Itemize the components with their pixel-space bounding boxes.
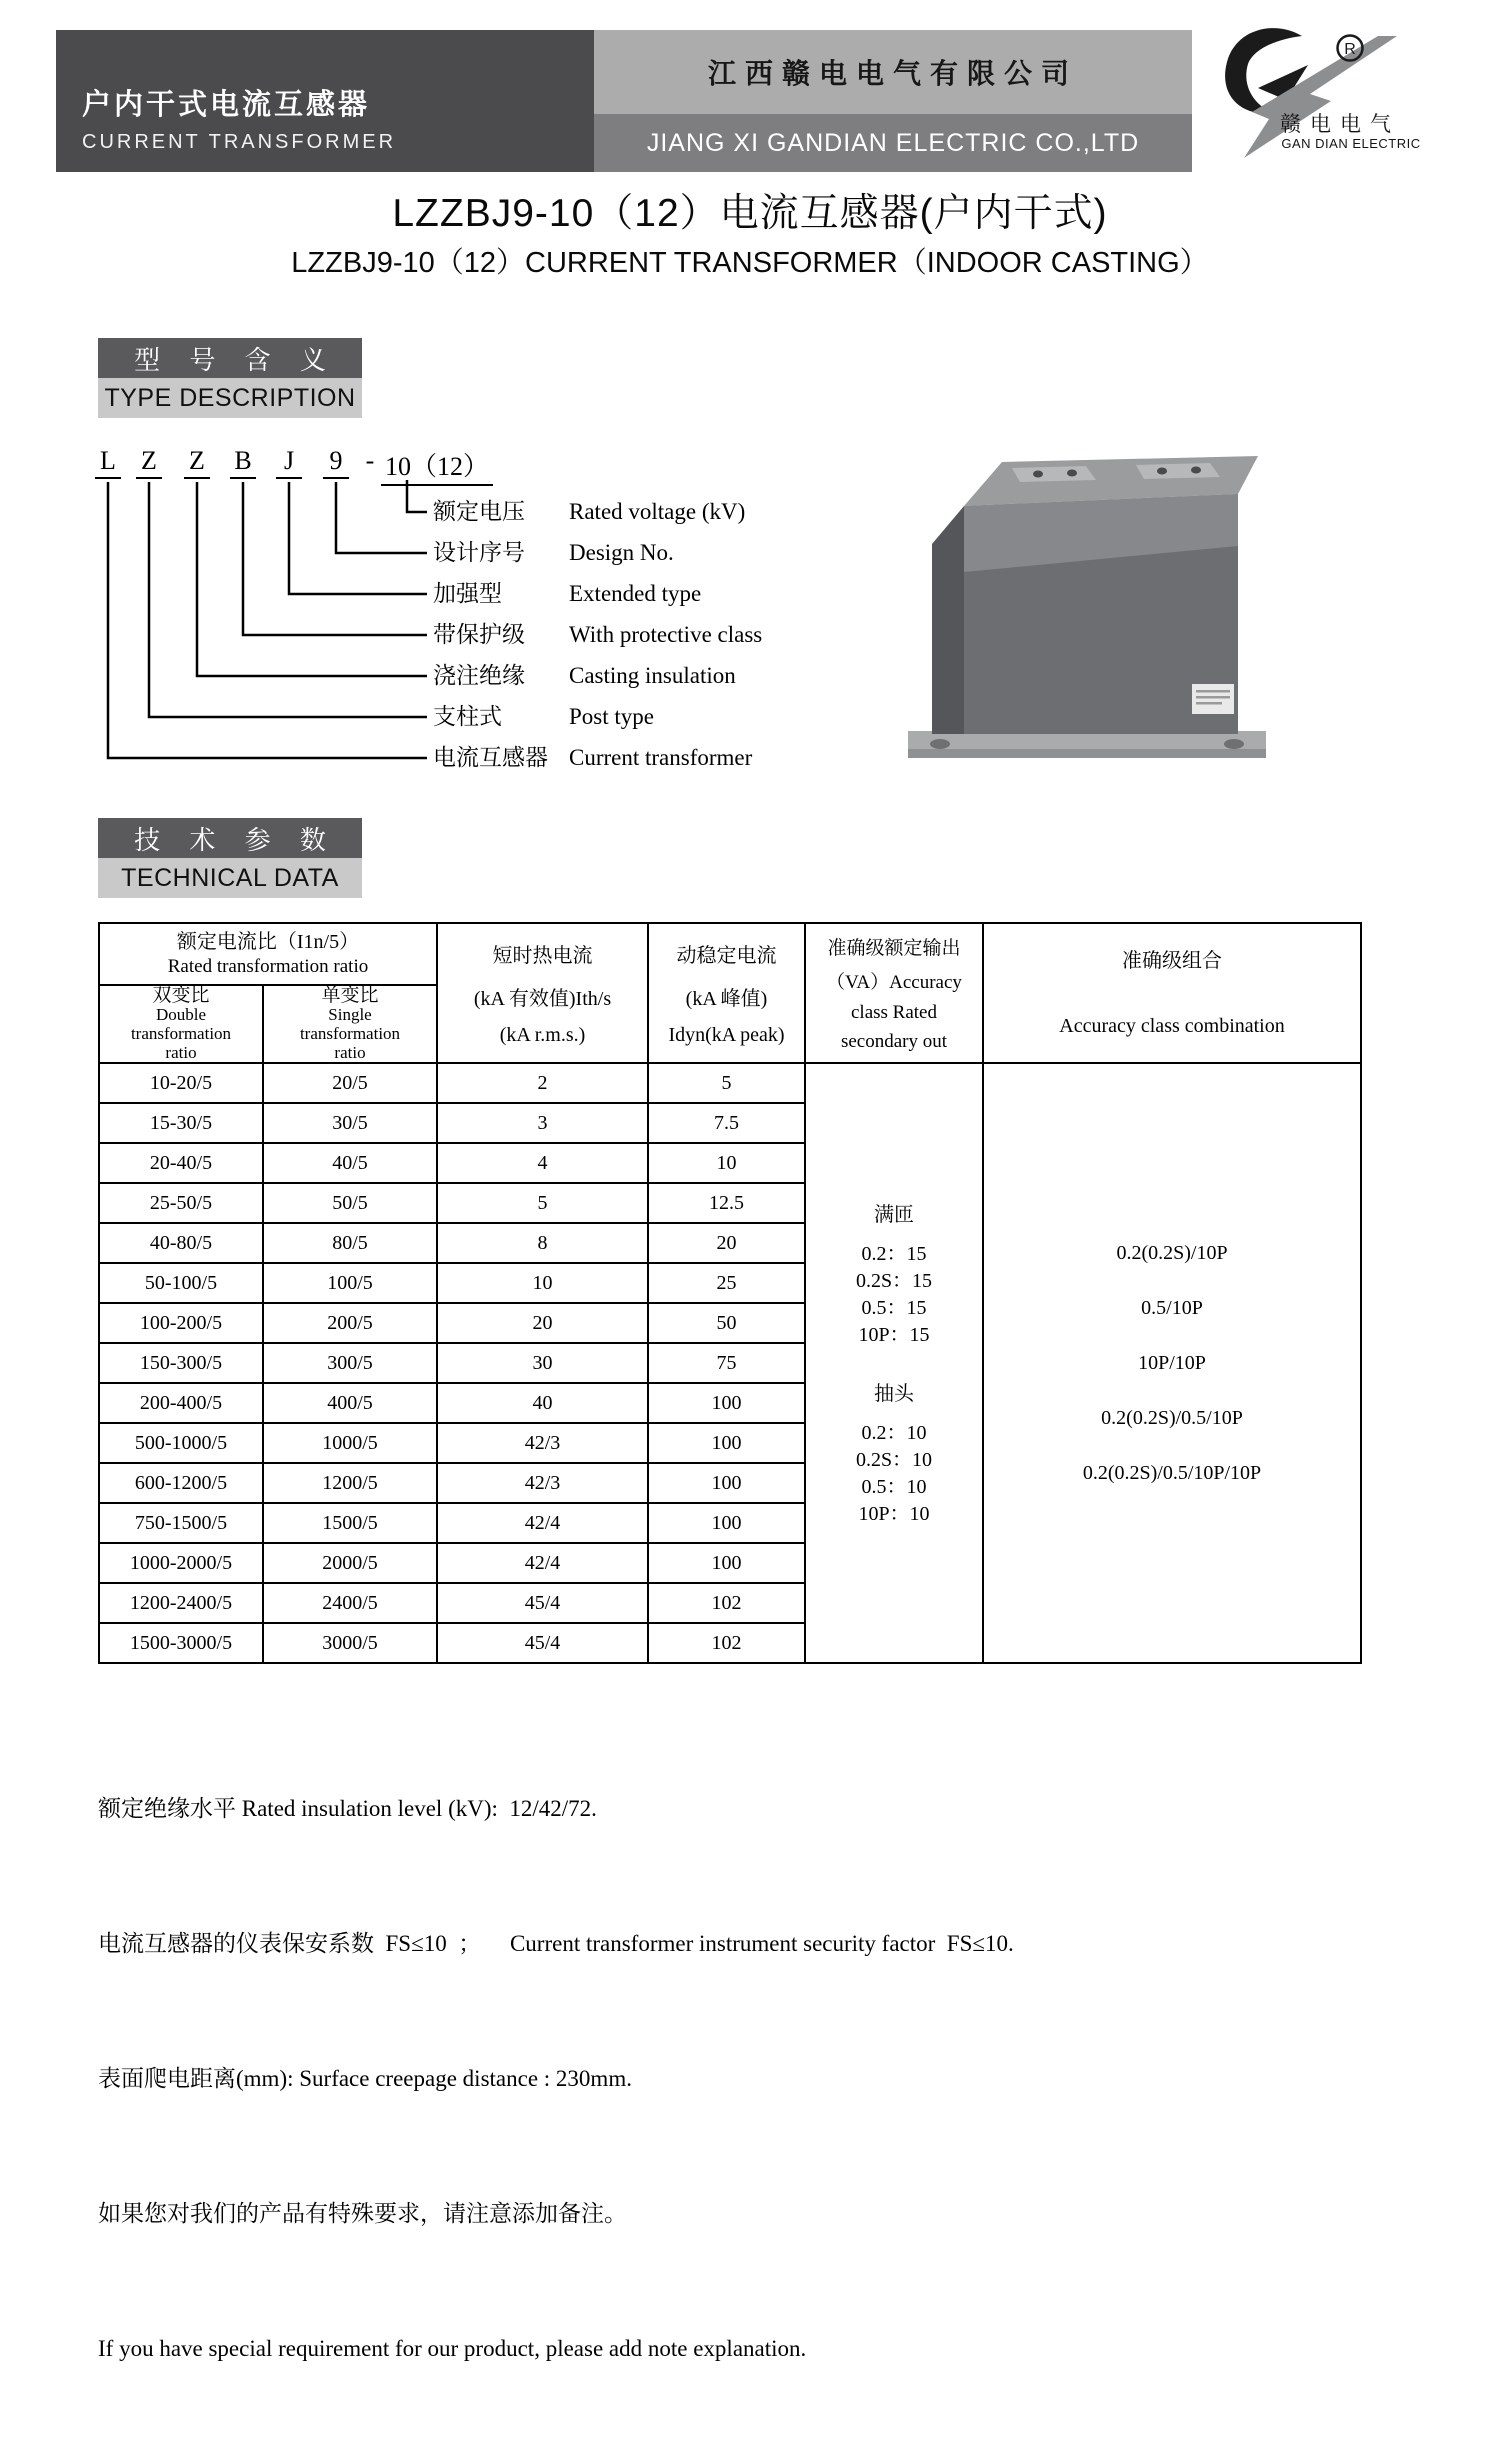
cell-thermal: 42/3 xyxy=(437,1463,648,1503)
type-label-en: Design No. xyxy=(569,540,674,565)
transformer-photo-illustration xyxy=(902,448,1274,780)
cell-thermal: 20 xyxy=(437,1303,648,1343)
cell-single-ratio: 2400/5 xyxy=(263,1583,437,1623)
combination-line: 0.5/10P xyxy=(1141,1296,1203,1319)
cell-double-ratio: 15-30/5 xyxy=(99,1103,263,1143)
cell-thermal: 3 xyxy=(437,1103,648,1143)
header-rated-ratio xyxy=(99,923,437,985)
header-dynamic-cn: 动稳定电流 xyxy=(676,945,777,968)
cell-thermal: 8 xyxy=(437,1223,648,1263)
cell-double-ratio: 25-50/5 xyxy=(99,1183,263,1223)
cell-double-ratio: 20-40/5 xyxy=(99,1143,263,1183)
type-label-cn: 设计序号 xyxy=(433,540,525,565)
accuracy-line: 0.2：15 xyxy=(861,1243,927,1265)
section-header-type-description xyxy=(98,338,362,418)
header-accuracy-l4: secondary out xyxy=(840,1030,948,1052)
page-subtitle: LZZBJ9-10（12）CURRENT TRANSFORMER（INDOOR CASTING） xyxy=(291,247,1209,279)
section-header-technical-data xyxy=(98,818,362,898)
header-double-en2: transformation xyxy=(130,1024,232,1043)
cell-thermal: 4 xyxy=(437,1143,648,1183)
type-label-cn: 支柱式 xyxy=(433,704,502,729)
cell-dynamic: 100 xyxy=(648,1503,805,1543)
header-thermal-current xyxy=(437,923,648,1063)
type-label-en: With protective class xyxy=(569,622,763,647)
cell-dynamic: 7.5 xyxy=(648,1103,805,1143)
section-tech-cn: 技 术 参 数 xyxy=(98,818,362,858)
cell-double-ratio: 1500-3000/5 xyxy=(99,1623,263,1663)
note-line: If you have special requirement for our product, please add note explanation. xyxy=(98,2336,807,2361)
header-accuracy-output xyxy=(805,923,983,1063)
header-thermal-sub: (kA 有效值)Ith/s xyxy=(473,987,612,1010)
cell-dynamic: 100 xyxy=(648,1383,805,1423)
cell-single-ratio: 1000/5 xyxy=(263,1423,437,1463)
footer-notes xyxy=(98,1696,1448,2461)
cell-dynamic: 100 xyxy=(648,1463,805,1503)
type-label-en: Extended type xyxy=(569,581,702,606)
cell-single-ratio: 3000/5 xyxy=(263,1623,437,1663)
accuracy-tap-label: 抽头 xyxy=(874,1383,914,1405)
cell-single-ratio: 100/5 xyxy=(263,1263,437,1303)
company-logo xyxy=(1190,8,1495,163)
cell-dynamic: 25 xyxy=(648,1263,805,1303)
type-label-cn: 电流互感器 xyxy=(433,745,548,770)
header-single-ratio xyxy=(263,985,437,1063)
company-band-cn xyxy=(594,30,1192,114)
note-line: 表面爬电距离(mm): Surface creepage distance : 230mm. xyxy=(98,2066,632,2091)
combination-line: 10P/10P xyxy=(1138,1351,1206,1374)
type-code-diagram xyxy=(95,440,905,785)
header-combination-en: Accuracy class combination xyxy=(1059,1015,1285,1037)
cell-dynamic: 100 xyxy=(648,1543,805,1583)
type-label-cn: 加强型 xyxy=(433,581,502,606)
cell-single-ratio: 200/5 xyxy=(263,1303,437,1343)
note-line: 额定绝缘水平 Rated insulation level (kV): 12/42/72. xyxy=(98,1796,597,1821)
type-label-en: Casting insulation xyxy=(569,663,736,688)
header-rated-ratio-en: Rated transformation ratio xyxy=(167,956,369,977)
type-code-letter: L xyxy=(95,446,121,479)
cell-single-ratio: 400/5 xyxy=(263,1383,437,1423)
cell-single-ratio: 50/5 xyxy=(263,1183,437,1223)
cell-dynamic: 75 xyxy=(648,1343,805,1383)
cell-thermal: 2 xyxy=(437,1063,648,1103)
technical-data-table xyxy=(98,922,1362,1664)
note-line: 如果您对我们的产品有特殊要求，请注意添加备注。 xyxy=(98,2201,627,2226)
cell-single-ratio: 1200/5 xyxy=(263,1463,437,1503)
header-thermal-cn: 短时热电流 xyxy=(492,945,593,968)
header-dynamic-en: Idyn(kA peak) xyxy=(668,1023,785,1046)
type-code-separator: - xyxy=(365,446,375,475)
cell-double-ratio: 600-1200/5 xyxy=(99,1463,263,1503)
combination-line: 0.2(0.2S)/0.5/10P xyxy=(1101,1406,1243,1429)
type-code-letter: Z xyxy=(136,446,162,479)
cell-double-ratio: 1000-2000/5 xyxy=(99,1543,263,1583)
section-type-cn: 型 号 含 义 xyxy=(98,338,362,378)
logo-text-en: GAN DIAN ELECTRIC xyxy=(1281,136,1421,151)
cell-thermal: 45/4 xyxy=(437,1583,648,1623)
cell-dynamic: 100 xyxy=(648,1423,805,1463)
header-dynamic-current xyxy=(648,923,805,1063)
cell-double-ratio: 10-20/5 xyxy=(99,1063,263,1103)
cell-double-ratio: 40-80/5 xyxy=(99,1223,263,1263)
header-single-en3: ratio xyxy=(334,1043,366,1062)
type-code-letter: Z xyxy=(184,446,210,479)
type-code-letter: 9 xyxy=(323,446,349,479)
cell-double-ratio: 750-1500/5 xyxy=(99,1503,263,1543)
header-double-en1: Double xyxy=(155,1005,207,1024)
cell-single-ratio: 80/5 xyxy=(263,1223,437,1263)
type-code-letter: J xyxy=(276,446,302,479)
accuracy-output-cell xyxy=(805,1063,983,1663)
logo-registered-mark: R xyxy=(1344,41,1356,58)
company-name-cn: 江西赣电电气有限公司 xyxy=(707,58,1078,89)
accuracy-line: 0.5：10 xyxy=(861,1476,927,1498)
cell-single-ratio: 2000/5 xyxy=(263,1543,437,1583)
type-label-en: Current transformer xyxy=(569,745,753,770)
cell-dynamic: 12.5 xyxy=(648,1183,805,1223)
cell-dynamic: 102 xyxy=(648,1583,805,1623)
table-header-row xyxy=(99,923,1361,985)
cell-thermal: 42/4 xyxy=(437,1543,648,1583)
cell-thermal: 42/4 xyxy=(437,1503,648,1543)
cell-double-ratio: 1200-2400/5 xyxy=(99,1583,263,1623)
cell-thermal: 45/4 xyxy=(437,1623,648,1663)
logo-text-cn: 赣电电气 xyxy=(1280,112,1400,136)
header-accuracy-combination xyxy=(983,923,1361,1063)
cell-thermal: 30 xyxy=(437,1343,648,1383)
section-tech-en: TECHNICAL DATA xyxy=(98,858,362,898)
type-label-cn: 带保护级 xyxy=(433,622,525,647)
header-single-en1: Single xyxy=(328,1005,372,1024)
type-label-en: Post type xyxy=(569,704,654,729)
product-name-en: CURRENT TRANSFORMER xyxy=(82,131,397,153)
page-title: LZZBJ9-10（12）电流互感器(户内干式) xyxy=(392,192,1108,235)
type-code-connector-lines xyxy=(95,440,905,785)
cell-double-ratio: 500-1000/5 xyxy=(99,1423,263,1463)
accuracy-line: 0.2S：10 xyxy=(855,1449,933,1471)
header-product-block xyxy=(56,30,594,172)
section-type-en: TYPE DESCRIPTION xyxy=(98,378,362,418)
type-code-letter: B xyxy=(230,446,256,479)
cell-single-ratio: 20/5 xyxy=(263,1063,437,1103)
cell-dynamic: 50 xyxy=(648,1303,805,1343)
cell-single-ratio: 30/5 xyxy=(263,1103,437,1143)
type-code-letter: 10（12） xyxy=(381,446,493,486)
table-row xyxy=(99,1063,1361,1103)
header-double-en3: ratio xyxy=(165,1043,197,1062)
cell-thermal: 42/3 xyxy=(437,1423,648,1463)
cell-dynamic: 5 xyxy=(648,1063,805,1103)
cell-double-ratio: 150-300/5 xyxy=(99,1343,263,1383)
type-label-cn: 浇注绝缘 xyxy=(433,663,525,688)
header-accuracy-l1: 准确级额定输出 xyxy=(827,938,961,960)
header-accuracy-l2: （VA）Accuracy xyxy=(826,972,962,994)
cell-dynamic: 102 xyxy=(648,1623,805,1663)
header-double-cn: 双变比 xyxy=(152,985,210,1006)
cell-thermal: 10 xyxy=(437,1263,648,1303)
header-single-cn: 单变比 xyxy=(321,985,379,1006)
note-line: 电流互感器的仪表保安系数 FS≤10 ； Current transformer instrument security factor FS≤10. xyxy=(98,1931,1014,1956)
cell-dynamic: 10 xyxy=(648,1143,805,1183)
accuracy-line: 0.5：15 xyxy=(861,1297,927,1319)
cell-single-ratio: 1500/5 xyxy=(263,1503,437,1543)
cell-dynamic: 20 xyxy=(648,1223,805,1263)
cell-thermal: 5 xyxy=(437,1183,648,1223)
header-accuracy-l3: class Rated xyxy=(850,1001,937,1023)
combination-line: 0.2(0.2S)/10P xyxy=(1116,1241,1228,1264)
header-thermal-en: (kA r.m.s.) xyxy=(499,1023,586,1046)
header-combination-cn: 准确级组合 xyxy=(1122,950,1222,972)
product-photo xyxy=(902,448,1274,780)
cell-single-ratio: 300/5 xyxy=(263,1343,437,1383)
accuracy-line: 0.2S：15 xyxy=(855,1270,933,1292)
company-name-en: JIANG XI GANDIAN ELECTRIC CO.,LTD xyxy=(646,128,1140,157)
company-band-en xyxy=(594,114,1192,172)
accuracy-line: 10P：15 xyxy=(858,1324,930,1346)
cell-single-ratio: 40/5 xyxy=(263,1143,437,1183)
ratio-table-body xyxy=(99,1063,1361,1663)
cell-thermal: 40 xyxy=(437,1383,648,1423)
header-double-ratio xyxy=(99,985,263,1063)
product-name-cn: 户内干式电流互感器 xyxy=(82,89,371,121)
type-label-en: Rated voltage (kV) xyxy=(569,499,746,524)
accuracy-combination-cell xyxy=(983,1063,1361,1663)
accuracy-line: 0.2：10 xyxy=(861,1422,927,1444)
type-label-cn: 额定电压 xyxy=(433,499,525,524)
accuracy-line: 10P：10 xyxy=(858,1503,930,1525)
accuracy-full-turn-label: 满匝 xyxy=(874,1204,914,1226)
cell-double-ratio: 200-400/5 xyxy=(99,1383,263,1423)
header-single-en2: transformation xyxy=(299,1024,401,1043)
header-rated-ratio-cn: 额定电流比（I1n/5） xyxy=(176,931,360,953)
cell-double-ratio: 100-200/5 xyxy=(99,1303,263,1343)
cell-double-ratio: 50-100/5 xyxy=(99,1263,263,1303)
combination-line: 0.2(0.2S)/0.5/10P/10P xyxy=(1082,1461,1262,1484)
header-dynamic-sub: (kA 峰值) xyxy=(685,987,768,1010)
